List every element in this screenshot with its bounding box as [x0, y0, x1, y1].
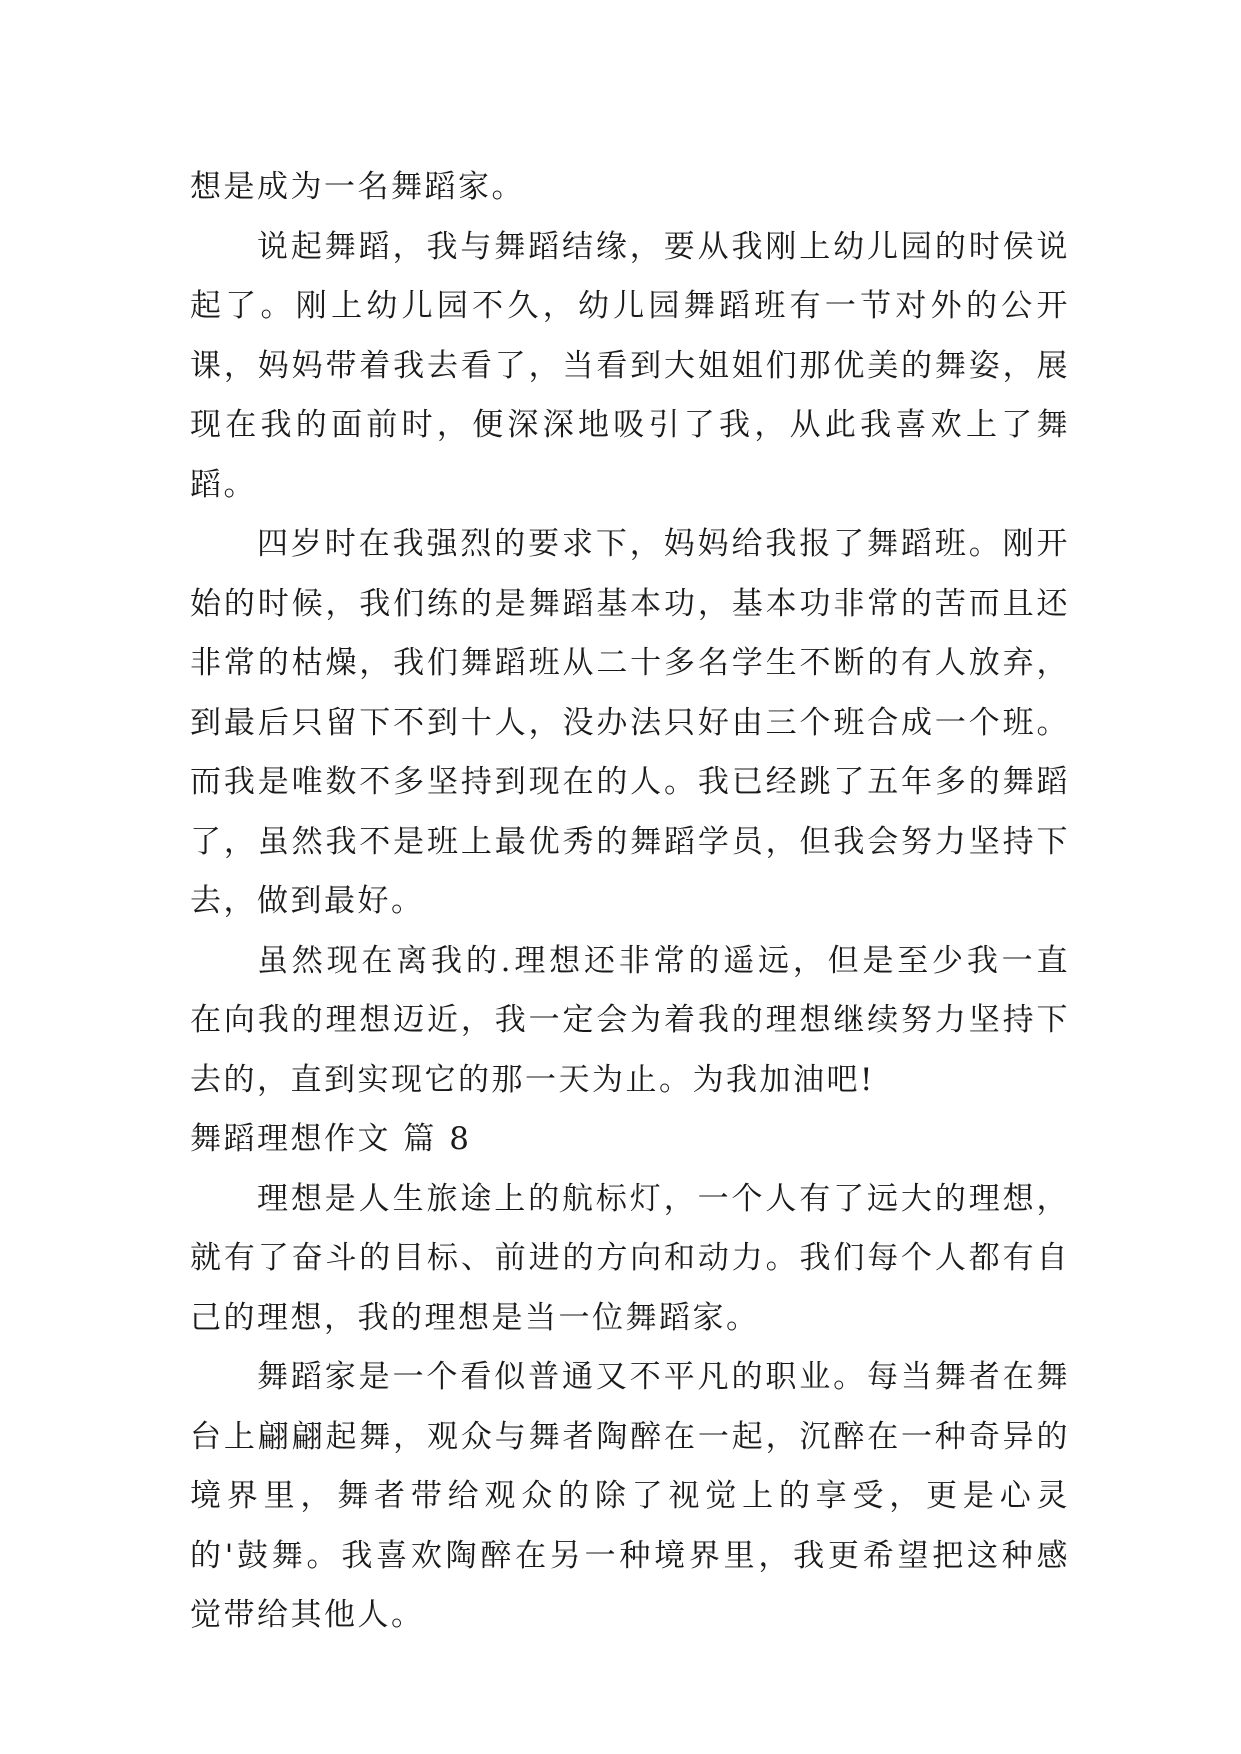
paragraph: 想是成为一名舞蹈家。 [190, 169, 525, 205]
paragraph: 舞蹈家是一个看似普通又不平凡的职业。每当舞者在舞台上翩翩起舞，观众与舞者陶醉在一起，沉醉在一种奇异的境界里，舞者带给观众的除了视觉上的享受，更是心灵的'鼓舞。我喜欢陶醉在另一种境界里，我更希望把这种感觉带给其他人。 [190, 1359, 1070, 1633]
document-body [190, 158, 1070, 1646]
section-heading: 舞蹈理想作文 篇 8 [190, 1121, 472, 1157]
paragraph: 说起舞蹈，我与舞蹈结缘，要从我刚上幼儿园的时侯说起了。刚上幼儿园不久，幼儿园舞蹈班有一节对外的公开课，妈妈带着我去看了，当看到大姐姐们那优美的舞姿，展现在我的面前时，便深深地吸引了我，从此我喜欢上了舞蹈。 [190, 228, 1070, 503]
paragraph: 理想是人生旅途上的航标灯，一个人有了远大的理想，就有了奋斗的目标、前进的方向和动力。我们每个人都有自己的理想，我的理想是当一位舞蹈家。 [190, 1180, 1070, 1336]
paragraph: 虽然现在离我的.理想还非常的遥远，但是至少我一直在向我的理想迈近，我一定会为着我的理想继续努力坚持下去的，直到实现它的那一天为止。为我加油吧! [190, 942, 1070, 1098]
paragraph: 四岁时在我强烈的要求下，妈妈给我报了舞蹈班。刚开始的时候，我们练的是舞蹈基本功，基本功非常的苦而且还非常的枯燥，我们舞蹈班从二十多名学生不断的有人放弃，到最后只留下不到十人，没办法只好由三个班合成一个班。而我是唯数不多坚持到现在的人。我已经跳了五年多的舞蹈了，虽然我不是班上最优秀的舞蹈学员，但我会努力坚持下去，做到最好。 [190, 526, 1070, 919]
